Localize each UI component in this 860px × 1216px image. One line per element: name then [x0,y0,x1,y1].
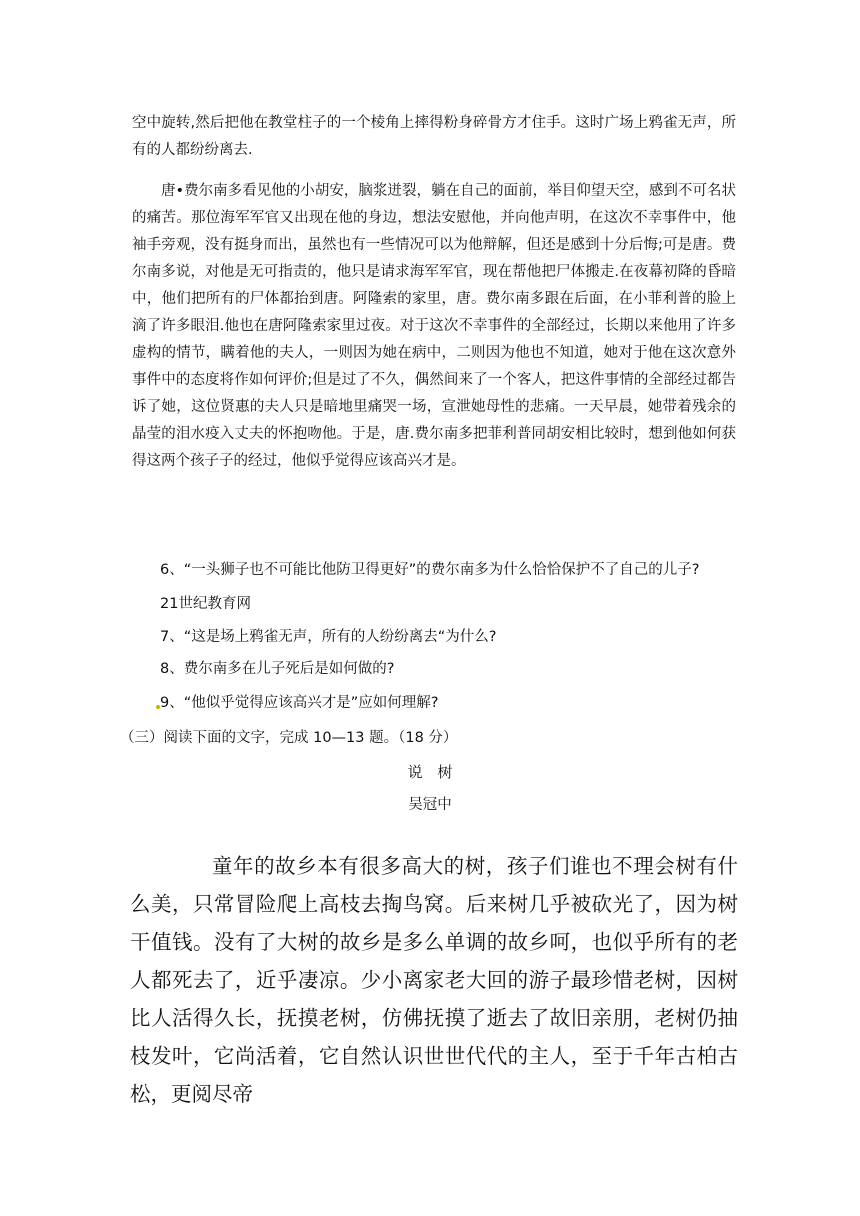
article-body: 童年的故乡本有很多高大的树，孩子们谁也不理会树有什么美，只常冒险爬上高枝去掏鸟窝。后来树几乎被砍光了，因为树干值钱。没有了大树的故乡是多么单调的故乡呵，也似乎所有的老人都死去了，近乎凄凉。少小离家老大回的游子最珍惜老树，因树比人活得久长，抚摸老树，仿佛抚摸了逝去了故旧亲朋，老树仍抽枝发叶，它尚活着，它自然认识世世代代的主人，至于千年古柏古松，更阅尽帝 [130,853,738,1106]
question-9: 9、“他似乎觉得应该高兴才是”应如何理解? [160,695,439,711]
question-8: 8、费尔南多在儿子死后是如何做的? [160,661,395,677]
source-watermark-text: 21世纪教育网 [160,596,251,612]
article-author: 吴冠中 [408,797,452,813]
article-title: 说 树 [407,763,453,781]
passage-paragraph-2: 唐•费尔南多看见他的小胡安，脑浆迸裂，躺在自己的面前，举目仰望天空，感到不可名状的痛苦。那位海军军官又出现在他的身边，想法安慰他，并向他声明，在这次不幸事件中，他袖手旁观，没有挺身而出，虽然也有一些情况可以为他辩解，但还是感到十分后悔;可是唐。费尔南多说，对他是无可指责的，他只是请求海军军官，现在帮他把尸体搬走.在夜幕初降的昏暗中，他们把所有的尸体都抬到唐。阿隆索的家里，唐。费尔南多跟在后面，在小菲利普的脸上滴了许多眼泪.他也在唐阿隆索家里过夜。对于这次不幸事件的全部经过，长期以来他用了许多虚构的情节，瞒着他的夫人，一则因为她在病中，二则因为他也不知道，她对于他在这次意外事件中的态度将作如何评价;但是过了不久，偶然间来了一个客人，把这件事情的全部经过都告诉了她，这位贤惠的夫人只是暗地里痛哭一场，宣泄她母性的悲痛。一天早晨，她带着残余的晶莹的泪水疫入丈夫的怀抱吻他。于是，唐.费尔南多把菲利普同胡安相比较时，想到他如何获得这两个孩子子的经过，他似乎觉得应该高兴才是。 [132,183,736,469]
question-7: 7、“这是场上鸦雀无声，所有的人纷纷离去“为什么? [160,629,497,645]
passage-paragraph-1: 空中旋转,然后把他在教堂柱子的一个棱角上摔得粉身碎骨方才住手。这时广场上鸦雀无声，所有的人都纷纷离去. [132,115,736,158]
section-3-heading: （三）阅读下面的文字，完成 10—13 题。（18 分） [120,730,458,746]
stray-mark [156,705,160,709]
question-6: 6、“一头狮子也不可能比他防卫得更好”的费尔南多为什么恰恰保护不了自己的儿子? [160,562,700,578]
